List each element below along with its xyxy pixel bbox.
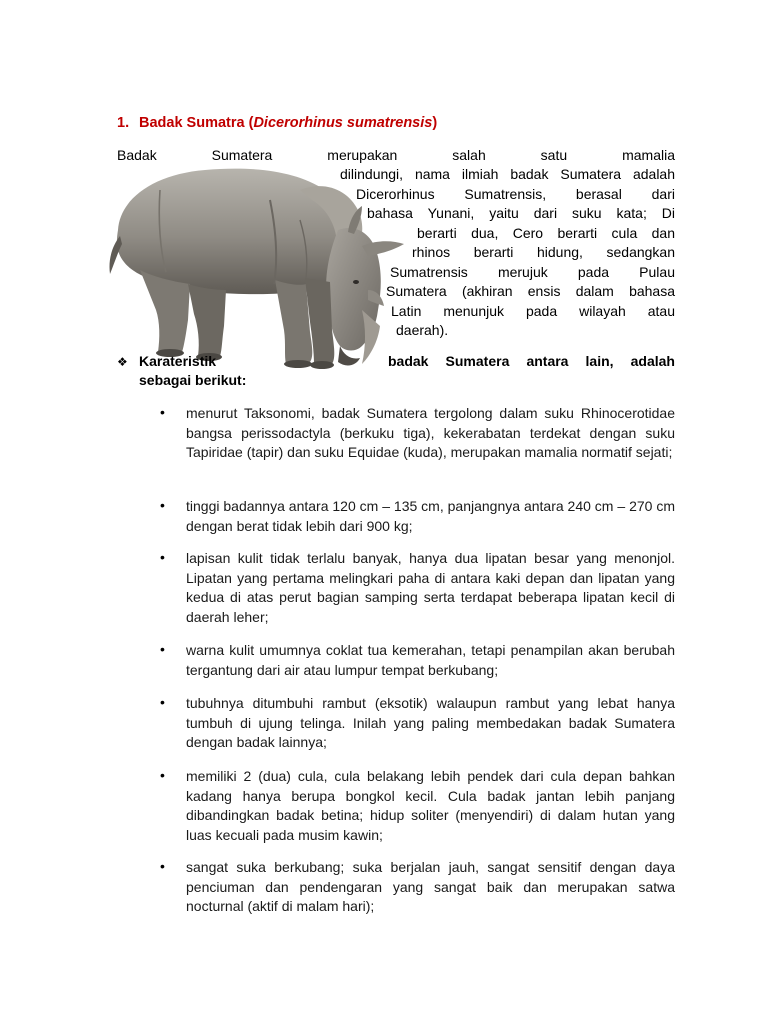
characteristics-label bbox=[117, 353, 216, 369]
intro-line: bahasa Yunani, yaitu dari suku kata; Di bbox=[367, 205, 675, 221]
intro-line: rhinos berarti hidung, sedangkan bbox=[412, 244, 675, 260]
bullet-dot-icon: • bbox=[160, 767, 165, 783]
section-heading bbox=[117, 115, 437, 131]
section-title-prefix: Badak Sumatra ( bbox=[139, 115, 254, 131]
bullet-dot-icon: • bbox=[160, 641, 165, 657]
diamond-bullet-icon: ❖ bbox=[117, 355, 128, 369]
list-item: lapisan kulit tidak terlalu banyak, hanya dua lipatan besar yang menonjol. Lipatan yang pertama melingkari paha di antara kaki depan dan lipatan yang kedua di atas perut bagian samping serta terdapat beberapa lipatan kecil di daerah leher; bbox=[186, 550, 675, 625]
bullet-dot-icon: • bbox=[160, 497, 165, 513]
intro-line: dilindungi, nama ilmiah badak Sumatera adalah bbox=[340, 166, 675, 182]
section-number: 1. bbox=[117, 115, 130, 131]
intro-line: Badak Sumatera merupakan salah satu mamalia bbox=[117, 147, 675, 163]
intro-line: Dicerorhinus Sumatrensis, berasal dari bbox=[356, 186, 675, 202]
intro-line: Latin menunjuk pada wilayah atau bbox=[391, 303, 675, 319]
intro-line: berarti dua, Cero berarti cula dan bbox=[417, 225, 675, 241]
list-item: menurut Taksonomi, badak Sumatera tergolong dalam suku Rhinocerotidae bangsa perissodactyla (berkuku tiga), kekerabatan terdekat dengan suku Tapiridae (tapir) dan suku Equidae (kuda), merupakan mamalia normatif sejati; bbox=[186, 405, 675, 461]
section-title-latin: Dicerorhinus sumatrensis bbox=[253, 115, 433, 131]
section-title-suffix: ) bbox=[432, 115, 438, 131]
intro-line: Sumatera (akhiran ensis dalam bahasa bbox=[386, 283, 675, 299]
bullet-dot-icon: • bbox=[160, 549, 165, 565]
bullet-dot-icon: • bbox=[160, 858, 165, 874]
intro-line: daerah). bbox=[396, 322, 449, 338]
list-item: warna kulit umumnya coklat tua kemerahan, tetapi penampilan akan berubah tergantung dari air atau lumpur tempat berkubang; bbox=[186, 642, 675, 678]
list-item: tubuhnya ditumbuhi rambut (eksotik) walaupun rambut yang lebat hanya tumbuh di ujung telinga. Inilah yang paling membedakan badak Sumatera dengan badak lainnya; bbox=[186, 695, 675, 751]
rhinoceros-image bbox=[100, 160, 410, 382]
list-item: sangat suka berkubang; suka berjalan jauh, sangat sensitif dengan daya penciuman dan pendengaran yang sangat baik dan merupakan satwa nocturnal (aktif di malam hari); bbox=[186, 859, 675, 915]
bullet-dot-icon: • bbox=[160, 694, 165, 710]
characteristics-label-right: badak Sumatera antara lain, adalah bbox=[388, 353, 675, 369]
intro-line: Sumatrensis merujuk pada Pulau bbox=[390, 264, 675, 280]
characteristics-label-line2: sebagai berikut: bbox=[139, 372, 247, 388]
list-item: memiliki 2 (dua) cula, cula belakang lebih pendek dari cula depan bahkan kadang hanya berupa bongkol kecil. Cula badak jantan lebih panjang dibandingkan badak betina; hidup soliter (menyendiri) di dalam hutan yang luas kecuali pada musim kawin; bbox=[186, 768, 675, 843]
characteristics-label-left: Karateristik bbox=[139, 353, 217, 369]
list-item: tinggi badannya antara 120 cm – 135 cm, panjangnya antara 240 cm – 270 cm dengan berat tidak lebih dari 900 kg; bbox=[186, 498, 675, 534]
bullet-dot-icon: • bbox=[160, 404, 165, 420]
